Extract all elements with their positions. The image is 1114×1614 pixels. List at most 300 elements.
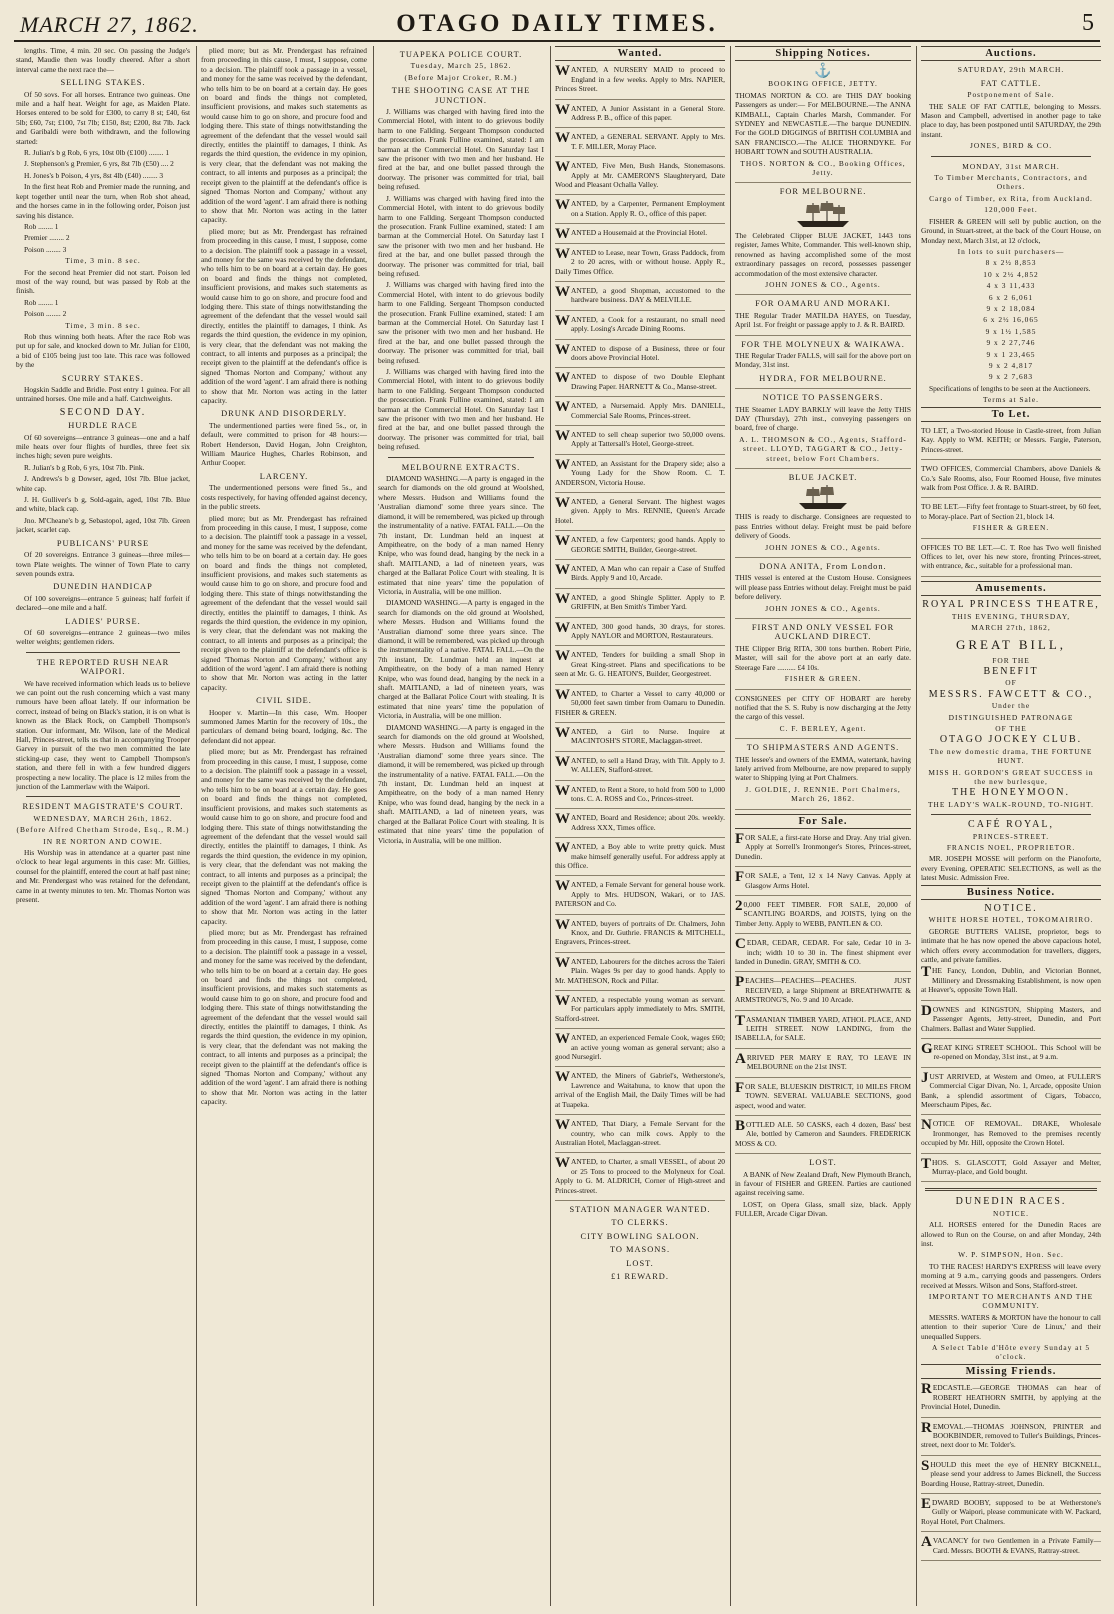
business-ad	[921, 1119, 1101, 1153]
section-heading: HURDLE RACE	[68, 421, 138, 431]
divider	[26, 796, 180, 797]
divider	[388, 457, 534, 458]
ad-text: WANTED, a Boy able to write pretty quick. Must make himself generally useful. For address apply at this Office.	[555, 840, 725, 870]
ad-heading: NOTICE TO PASSENGERS.	[762, 393, 884, 403]
column-racing	[16, 46, 190, 1606]
ad-text: DOWNES and KINGSTON, Shipping Masters, and Passenger Agents, Jetty-street, Dunedin, and Port Chalmers. Ballast and Water Supplied.	[921, 1002, 1101, 1033]
ad-text: REMOVAL.—THOMAS JOHNSON, PRINTER and BOOKBINDER, removed to Tuller's Buildings, Princes-street, next door to Mr. Tolder's.	[921, 1419, 1101, 1450]
missing-ad	[921, 1383, 1101, 1417]
ad-signature: JOHN JONES & CO., Agents.	[765, 603, 881, 613]
ad-text: CONSIGNEES per CITY OF HOBART are hereby notified that the S. S. Ruby is now discharging at the Jetty the cargo of this vessel.	[735, 693, 911, 722]
let-ad	[921, 464, 1101, 498]
ad-signature: THOS. NORTON & CO., Booking Offices, Jetty.	[740, 158, 906, 178]
ad-text: FOR SALE, a Tent, 12 x 14 Navy Canvas. Apply at Glasgow Arms Hotel.	[735, 869, 911, 890]
article-subheading: Tuesday, March 25, 1862.	[410, 61, 512, 71]
ad-heading: DONA ANITA, From London.	[759, 562, 887, 572]
ad-text: THOMAS NORTON & CO. are THIS DAY booking Passengers as under:— For MELBOURNE.—The ANNA KIMBALL, Captain Charles Marsh, Commander. For SYDNEY and NEWCASTLE.—The barque DUNEDIN. For the GOLD DIGGINGS of BRITISH COLUMBIA and SAN FRANCISCO.—The ALICE THORNDYKE. For HOBART TOWN and SOUTH AUSTRALIA.	[735, 90, 911, 157]
ad-text: WANTED, a Female Servant for general house work. Apply to Mrs. HUDSON, Wakari, or to JAS. PATERSON and Co.	[555, 878, 725, 909]
wanted-ad	[555, 161, 725, 195]
cafe-line: PRINCES-STREET.	[972, 831, 1050, 841]
divider	[26, 652, 180, 653]
wanted-ad	[555, 401, 725, 426]
wanted-ad	[555, 686, 725, 723]
result-line: J. Stephenson's g Premier, 6 yrs, 8st 7lb (£50) .... 2	[24, 159, 174, 169]
result-line: H. Jones's b Poison, 4 yrs, 8st 4lb (£40) ........ 3	[24, 170, 164, 180]
result-line: Rob ........ 1	[24, 221, 59, 231]
theatre-line: Under the	[991, 701, 1031, 711]
result-line: R. Julian's b g Rob, 6 yrs, 10st 0lb (£100) ........ 1	[24, 148, 170, 158]
theatre-line: OTAGO JOCKEY CLUB.	[939, 734, 1083, 746]
ad-text: NOTICE OF REMOVAL. DRAKE, Wholesale Ironmonger, has Removed to the premises recently occupied by Mr. Hill, opposite the Crown Hotel.	[921, 1117, 1101, 1148]
auction-date: SATURDAY, 29th MARCH.	[957, 65, 1065, 75]
shipping-ad	[735, 299, 911, 335]
lots-heading: In lots to suit purchasers—	[957, 246, 1065, 256]
auction-text: Specifications of lengths to be seen at the Auctioneers.	[929, 383, 1091, 393]
ad-text: WANTED to dispose of two Double Elephant Drawing Paper. HARNETT & Co., Manse-street.	[555, 370, 725, 391]
timber-lot: 9 x 2 4,817	[988, 360, 1034, 370]
ad-heading: HYDRA, FOR MELBOURNE.	[759, 373, 887, 383]
ad-text: WANTED, A NURSERY MAID to proceed to England in a few weeks. Apply to Mrs. NAPIER, Princes Street.	[555, 63, 725, 94]
sale-ad	[735, 976, 911, 1010]
wanted-ad	[555, 1071, 725, 1115]
sale-ad	[735, 1012, 911, 1049]
auction-terms: Terms at Sale.	[983, 395, 1039, 405]
ad-heading: CITY BOWLING SALOON.	[580, 1231, 700, 1241]
wanted-ad	[555, 1157, 725, 1201]
ad-signature: FISHER & GREEN.	[972, 523, 1050, 533]
divider	[931, 156, 1091, 157]
ad-heading: BOOKING OFFICE, JETTY.	[768, 79, 878, 89]
wanted-ad	[555, 65, 725, 99]
auction-signature: JONES, BIRD & CO.	[969, 141, 1053, 151]
theatre-line: MARCH 27th, 1862,	[971, 623, 1051, 633]
ad-text: FOR SALE, a first-rate Horse and Dray. Any trial given. Apply at Sorrell's Ironmonger's Stores, Princes-street, Dunedin.	[735, 830, 911, 861]
ad-text: WANTED to Lease, near Town, Grass Paddock, from 2 to 20 acres, with or without house. Apply R., Daily Times Office.	[555, 245, 725, 276]
theatre-line: The new domestic drama, THE FORTUNE HUNT.	[929, 746, 1093, 766]
article-text: His Worship was in attendance at a quarter past nine o'clock to hear legal arguments in this case: Mr. Gillies, counsel for the plaintiff, entered the court at half past nine; and Mr. Prendergast who was retained for the defendant, came in at twenty minutes to ten. Mr. Thomas Norton was present.	[16, 848, 190, 905]
ad-signature: C. F. BERLEY, Agent.	[779, 723, 867, 733]
ad-text: EDWARD BOOBY, supposed to be at Wetherstone's Gully or Waipori, please communicate with W. Packard, Royal Hotel, Port Chalmers.	[921, 1495, 1101, 1526]
wanted-ad	[555, 1119, 725, 1153]
article-text: DIAMOND WASHING.—A party is engaged in the search for diamonds on the old ground at Woolshed, where Messrs. Hudson and Williams found the 'Australian diamond' some three years since. The diamond, it will be remembered, was picked up through the instrumentality of a native. FATAL FALL.—On the 7th instant, Dr. Lundman held an inquest at Ampitheatre, on the body of a man named Henry Knipe, who was found dead, hanging by the neck in a shaft. MAITLAND, a lad of nineteen years, was charged at the Ballarat Police Court with stealing. It is estimated that nine years' time the population of Victoria, in Australia, will be one million.	[378, 474, 544, 596]
missing-ad	[921, 1457, 1101, 1494]
ad-text: THOS. S. GLASCOTT, Gold Assayer and Melter, Murray-place, and Gold bought.	[921, 1155, 1101, 1176]
timber-lot: 9 x 2 27,746	[986, 338, 1036, 348]
ad-text: THE Steamer LADY BARKLY will leave the Jetty THIS DAY (Thursday), 27th inst., conveying passengers on board, free of charge.	[735, 404, 911, 433]
ad-text: WANTED, a good Shopman, accustomed to the hardware business. DAY & MELVILLE.	[555, 283, 725, 305]
race-text: Of 100 sovereigns—entrance 5 guineas; half forfeit if declared—one mile and a half.	[16, 593, 190, 613]
missing-ad	[921, 1419, 1101, 1456]
section-heading: SCURRY STAKES.	[62, 373, 144, 383]
ad-text: WANTED, by a Carpenter, Permanent Employment on a Station. Apply R. O., office of this paper.	[555, 197, 725, 218]
ad-text: 20,000 FEET TIMBER. FOR SALE, 20,000 of SCANTLING BOARDS, and JOISTS, lying on the Timber Jetty. Apply to WEBB, PANTLEN & CO.	[735, 898, 911, 928]
section-header-for-sale: For Sale.	[735, 814, 911, 829]
race-text: In the first heat Rob and Premier made the running, and kept together until near the turn, when Rob shot ahead, and the horses came in in the following order, Poison just saving his distance.	[16, 182, 190, 220]
article-heading: TUAPEKA POLICE COURT.	[399, 50, 523, 59]
section-heading: PUBLICANS' PURSE	[56, 538, 150, 548]
ad-text: GREAT KING STREET SCHOOL. This School will be re-opened on Monday, 31st inst., at 9 a.m.	[921, 1040, 1101, 1062]
auction-subheading: To Timber Merchants, Contractors, and Others.	[934, 173, 1088, 192]
ad-text: THE Regular Trader FALLS, will sail for the above port on Monday, 31st inst.	[735, 350, 911, 370]
ad-text: TO THE RACES! HARDY'S EXPRESS will leave every morning at 9 a.m., carrying goods and passengers. Orders received at Messrs. Wilson and Sons, Stafford-street.	[921, 1261, 1101, 1290]
races-signature: W. P. SIMPSON, Hon. Sec.	[958, 1250, 1064, 1260]
section-header-missing: Missing Friends.	[921, 1364, 1101, 1379]
races-text: ALL HORSES entered for the Dunedin Races are allowed to Run on the Course, on and after Monday, 24th inst.	[921, 1220, 1101, 1248]
section-header-business: Business Notice.	[921, 885, 1101, 900]
theatre-line: DISTINGUISHED PATRONAGE	[948, 712, 1074, 722]
ad-text: WANTED to dispose of a Business, three or four doors above Provincial Hotel.	[555, 341, 725, 362]
ad-text: PEACHES—PEACHES—PEACHES. JUST RECEIVED, a large Shipment at BREATHWAITE & ARMSTRONG'S, No. 9 and 10 Arcade.	[735, 974, 911, 1005]
article-text: DIAMOND WASHING.—A party is engaged in the search for diamonds on the old ground at Woolshed, where Messrs. Hudson and Williams found the 'Australian diamond' some three years since. The diamond, it will be remembered, was picked up through the instrumentality of a native. FATAL FALL.—On the 7th instant, Dr. Lundman held an inquest at Ampitheatre, on the body of a man named Henry Knipe, who was found dead, hanging by the neck in a shaft. MAITLAND, a lad of nineteen years, was charged at the Ballarat Police Court with stealing. It is estimated that nine years' time the population of Victoria, in Australia, will be one million.	[378, 722, 544, 845]
race-time: Time, 3 min. 8 sec.	[65, 256, 141, 266]
races-heading: DUNEDIN RACES.	[955, 1196, 1067, 1208]
sale-ad	[735, 1117, 911, 1154]
wanted-ad	[555, 535, 725, 560]
theatre-line: GREAT BILL,	[955, 636, 1067, 652]
ad-text: TO LET, a Two-storied House in Castle-street, from Julian Kay. Apply to WM. KEITH; or Messrs. Fargie, Paterson, Princes-street.	[921, 426, 1101, 454]
race-time: Time, 3 min. 8 sec.	[65, 320, 141, 330]
wanted-ad	[555, 564, 725, 589]
wanted-ad	[555, 312, 725, 340]
ad-text: JUST ARRIVED, at Western and Omeo, at FULLER'S Commercial Cigar Divan, No. 1, Arcade, opposite Union Bank, a splendid assortment of Cigars, Tobacco, Meerschaum Pipes, &c.	[921, 1069, 1101, 1109]
cafe-text: MR. JOSEPH MOSSE will perform on the Pianoforte, every Evening, OPERATIC SELECTIONS, as well as the latest Music. Admission Free.	[921, 854, 1101, 883]
ad-heading: FOR MELBOURNE.	[779, 187, 867, 197]
auction-text: FISHER & GREEN will sell by public auction, on the Ground, in Stuart-street, at the back of the Court House, on Monday next, March 31st, at 12 o'clock,	[921, 216, 1101, 245]
result-line: Premier ........ 2	[24, 233, 70, 243]
theatre-line: MESSRS. FAWCETT & CO.,	[928, 688, 1094, 700]
theatre-line: OF	[1005, 678, 1017, 688]
column-court	[201, 46, 367, 1606]
article-text: J. Williams was charged with having fired into the Commercial Hotel, with intent to do grievous bodily harm to one Fallding. Sergeant Thompson conducted the prosecution. Frank Fulline examined, stated: I am barman at the Commercial Hotel. On Saturday last I saw the prisoner with two men and her husband. He fired at the bar, and one bullet passed through the doorway. The prisoner was committed for trial, bail being refused.	[378, 107, 544, 192]
shipping-ad	[735, 187, 911, 295]
ad-text: TWO OFFICES, Commercial Chambers, above Daniels & Co.'s Sale Rooms, also, Four Roomed House, five minutes walk from Post Office. J. & R. BAIRD.	[921, 464, 1101, 493]
timber-lot: 6 x 2½ 16,065	[983, 315, 1039, 325]
ad-text: WANTED, to Charter, a small VESSEL, of about 20 or 25 Tons to proceed to the Molyneux for Coal. Apply to G. M. ALDRICH, Corner of High-street and Princes-street.	[555, 1155, 725, 1195]
business-ad	[921, 1069, 1101, 1116]
ad-text: FOR SALE, BLUESKIN DISTRICT, 10 MILES FROM TOWN. SEVERAL VALUABLE SECTIONS, good aspect, wood and water.	[735, 1079, 911, 1110]
business-ads	[921, 966, 1101, 1182]
sale-ad	[735, 871, 911, 896]
article-text: plied more; but as Mr. Prendergast has refrained from proceeding in this cause, I must, I suppose, come to a decision. The plaintiff took a passage in a vessel, and money for the same was received by the defendant, who tells him to be on board at a certain day. He goes on board and finds the things not completed, insufficient provisions, and makes such statements as would cause him to go on shore, and procure food and lodging there. This state of things notwithstanding the agreement of the defendant that the vessel would sail directly, entitles the plaintiff to damages, I think. As regards the third question, the evidence in my opinion, is very clear, that the defendant was not making the contract, to all intents and purposes as a principal; the receipt given to the plaintiff at the defendant's office is signed 'Thomas Norton and Company,' without any addition of the word 'agent'. I am afraid there is nothing to show that Mr. Norton was acting in the latter capacity.	[201, 46, 367, 225]
timber-lot: 9 x 2 7,683	[988, 372, 1034, 382]
section-heading: LARCENY.	[259, 471, 309, 481]
ad-text: WANTED, a Cook for a restaurant, no small need apply. Losing's Arcade Dining Rooms.	[555, 312, 725, 334]
ad-text: TASMANIAN TIMBER YARD, ATHOL PLACE, AND LEITH STREET. NOW LANDING, from the ISABELLA, for SALE.	[735, 1012, 911, 1043]
article-text: Hooper v. Martin—In this case, Wm. Hooper summoned James Martin for the recovery of 10s., the particulars of demand being board, lodging, &c. The defendant did not appear.	[201, 707, 367, 745]
theatre-line: OF THE	[995, 723, 1027, 733]
ad-text: WANTED, to sell a Hand Dray, with Tilt. Apply to J. W. ALLEN, Stafford-street.	[555, 753, 725, 775]
race-text: Hogskin Saddle and Bridle. Post entry 1 guinea. For all untrained horses. One mile and a half. Catchweights.	[16, 385, 190, 404]
section-heading: DUNEDIN HANDICAP	[53, 582, 153, 592]
theatre-line: THE LADY'S WALK-ROUND, TO-NIGHT.	[927, 799, 1094, 809]
timber-lot: 8 x 2½ 8,853	[985, 258, 1037, 268]
wanted-ad	[555, 456, 725, 493]
race-text: Of 20 sovereigns. Entrance 3 guineas—three miles—town Plate weights. The winner of Town Plate to carry seven pounds extra.	[16, 550, 190, 578]
auction-text: THE SALE OF FAT CATTLE, belonging to Messrs. Mason and Campbell, advertised in another page to take place to day, has been postponed until SATURDAY, the 29th instant.	[921, 101, 1101, 139]
wanted-ad	[555, 199, 725, 224]
business-ad	[921, 1040, 1101, 1068]
wanted-ad	[555, 228, 725, 243]
missing-ads	[921, 1383, 1101, 1561]
section-header-shipping: Shipping Notices.	[735, 46, 911, 61]
ad-text: WANTED, a good Shingle Splitter. Apply to P. GRIFFIN, at Ben Smith's Timber Yard.	[555, 590, 725, 612]
wanted-ad	[555, 497, 725, 531]
ad-heading: STATION MANAGER WANTED.	[569, 1204, 711, 1214]
ad-text: WANTED, buyers of portraits of Dr. Chalmers, John Knox, and Dr. Guthrie. FRANCIS & MITCHELL, Engravers, Princes-street.	[555, 916, 725, 947]
article-text: plied more; but as Mr. Prendergast has refrained from proceeding in this cause, I must, I suppose, come to a decision. The plaintiff took a passage in a vessel, and money for the same was received by the defendant, who tells him to be on board at a certain day. He goes on board and finds the things not completed, insufficient provisions, and makes such statements as would cause him to go on shore, and procure food and lodging there. This state of things notwithstanding the agreement of the defendant that the vessel would sail directly, entitles the plaintiff to damages, I think. As regards the third question, the evidence in my opinion, is very clear, that the defendant was not making the contract, to all intents and purposes as a principal; the receipt given to the plaintiff at the defendant's office is signed 'Thomas Norton and Company,' without any addition of the word 'agent'. I am afraid there is nothing to show that Mr. Norton was acting in the latter capacity.	[201, 513, 367, 692]
timber-lot: 9 x 1½ 1,585	[985, 326, 1037, 336]
ad-text: WANTED, Five Men, Bush Hands, Stonemasons. Apply at Mr. CAMERON'S Slaughteryard, Date Wood and Pleasant Ochalla Valley.	[555, 159, 725, 190]
ad-text: TO BE LET.—Fifty feet frontage to Stuart-street, by 60 feet, to Moray-place. Part of Section 21, block 14.	[921, 502, 1101, 521]
missing-ad	[921, 1495, 1101, 1532]
wanted-ad	[555, 101, 725, 129]
theatre-name: ROYAL PRINCESS THEATRE,	[922, 599, 1100, 611]
section-heading: SELLING STAKES.	[60, 78, 146, 88]
ad-text: WANTED, to Charter a Vessel to carry 40,000 or 50,000 feet sawn timber from Oamaru to Dunedin. FISHER & GREEN.	[555, 686, 725, 717]
divider	[925, 1188, 1097, 1191]
ad-heading: LOST.	[809, 1158, 837, 1168]
article-heading: RESIDENT MAGISTRATE'S COURT.	[22, 802, 184, 812]
ad-text: THIS is ready to discharge. Consignees are requested to pass Entries without delay. Freight must be paid before delivery of Goods.	[735, 512, 911, 541]
ad-text: WANTED, a GENERAL SERVANT. Apply to Mrs. T. F. MILLER, Moray Place.	[555, 130, 725, 151]
wanted-ad	[555, 1033, 725, 1067]
timber-lot: 6 x 2 6,061	[988, 292, 1034, 302]
ad-text: THE Regular Trader MATILDA HAYES, on Tuesday, April 1st. For freight or passage apply to J. & R. BAIRD.	[735, 310, 911, 330]
section-header-wanted: Wanted.	[555, 46, 725, 61]
auction-subheading: 120,000 Feet.	[984, 205, 1038, 215]
article-text: The undermentioned persons were fined 5s., and costs respectively, for having offended against decency, in the public streets.	[201, 483, 367, 512]
sale-ad	[735, 900, 911, 934]
article-text: J. Williams was charged with having fired into the Commercial Hotel, with intent to do grievous bodily harm to one Fallding. Sergeant Thompson conducted the prosecution. Frank Fulline examined, stated: I am barman at the Commercial Hotel. On Saturday last I saw the prisoner with two men and her husband. He fired at the bar, and one bullet passed through the doorway. The prisoner was committed for trial, bail being refused.	[378, 193, 544, 278]
notice-heading: NOTICE.	[984, 903, 1038, 915]
ad-text: OFFICES TO BE LET.—C. T. Roe has Two well finished Offices to let, over his new store, fronting Princes-street, with entrance, &c., suitable for a professional man.	[921, 542, 1101, 571]
shipping-ad	[735, 340, 911, 390]
wanted-ad	[555, 995, 725, 1029]
cafe-line: FRANCIS NOEL, PROPRIETOR.	[946, 843, 1076, 852]
wanted-ad	[555, 842, 725, 876]
ad-text: WANTED, an Assistant for the Drapery side; also a Young Lady for the Show Room. C. T. ANDERSON, Victoria House.	[555, 456, 725, 487]
ad-heading: FOR THE MOLYNEUX & WAIKAWA.	[741, 339, 905, 349]
sale-ad	[735, 830, 911, 867]
entry-line: Jno. M'Cheane's b g, Sebastopol, aged, 10st 7lb. Green jacket, scarlet cap.	[16, 515, 190, 535]
wanted-ad	[555, 132, 725, 157]
column-rule	[196, 46, 197, 1606]
sale-ad	[735, 938, 911, 972]
let-ad	[921, 543, 1101, 577]
column-shipping	[735, 46, 911, 1606]
section-header-amusements: Amusements.	[921, 581, 1101, 596]
race-text: Of 60 sovereigns—entrance 3 guineas—one and a half mile heats over four flights of hurdles, three feet six inches high; seven pure weights.	[16, 432, 190, 461]
timber-lot: 9 x 1 23,465	[986, 349, 1036, 359]
ad-text: WANTED, an experienced Female Cook, wages £60; an active young woman as general servant; also a good Nursegirl.	[555, 1031, 725, 1062]
ad-text: WANTED to sell cheap superior two 50,000 ovens. Apply at Tattersall's Hotel, George-street.	[555, 427, 725, 449]
race-intro: lengths. Time, 4 min. 20 sec. On passing the Judge's stand, Maudie then was loudly cheered. After a short interval came the next race the—	[16, 46, 190, 74]
article-heading: THE SHOOTING CASE AT THE JUNCTION.	[391, 86, 531, 105]
theatre-line: THIS EVENING, THURSDAY,	[951, 611, 1071, 621]
article-text: We have received information which leads us to believe we can point out the rush concerning which a vast many rumours have been afloat lately. If our information be correct, instead of being on Black's station, it is on what is known as the Black Rock, on Campbell Thompson's station. Our informant, Mr. Wilson, late of the Medical Hall, Princes-street, tells us that in accompanying Trooper Garvey in pursuit of the two men committed the late sticking-up case, they went to Campbell Thompson's station, and there fell in with a few hundred diggers prospecting a new locality. The place is 12 miles from the junction of the Lammerlaw with the Waipori.	[16, 678, 190, 792]
ad-text: WANTED, Board and Residence; about 20s. weekly. Address XXX, Times office.	[555, 811, 725, 832]
column-news	[378, 46, 544, 1606]
timber-lot: 10 x 2½ 4,852	[983, 269, 1039, 279]
newspaper-title: OTAGO DAILY TIMES.	[396, 10, 718, 37]
article-text: J. Williams was charged with having fired into the Commercial Hotel, with intent to do grievous bodily harm to one Fallding. Sergeant Thompson conducted the prosecution. Frank Fulline examined, stated: I am barman at the Commercial Hotel. On Saturday last I saw the prisoner with two men and her husband. He fired at the bar, and one bullet passed through the doorway. The prisoner was committed for trial, bail being refused.	[378, 280, 544, 365]
ad-text: WANTED, to Rent a Store, to hold from 500 to 1,000 tons. C. A. ROSS and Co., Princes-street.	[555, 782, 725, 803]
article-subheading: WEDNESDAY, MARCH 26th, 1862.	[33, 813, 173, 823]
ad-text: WANTED, a Girl to Nurse. Inquire at MACINTOSH'S STORE, Maclaggan-street.	[555, 724, 725, 746]
ad-heading: BLUE JACKET.	[788, 473, 858, 482]
wanted-ad	[555, 916, 725, 953]
shipping-ad	[735, 694, 911, 740]
section-heading: LADIES' PURSE.	[65, 616, 141, 626]
auction-date: MONDAY, 31st MARCH.	[962, 161, 1060, 171]
ad-text: MESSRS. WATERS & MORTON have the honour to call attention to their superior 'Cure de Linux,' and their unequalled Suppers.	[921, 1312, 1101, 1341]
ad-text: THE Clipper Brig RITA, 300 tons burthen. Robert Pirie, Master, will sail for the above port at an early date. Steerage Fare .......... £4 10s.	[735, 643, 911, 672]
ad-text: WANTED, a Nursemaid. Apply Mrs. DANIELL, Commercial Sale Rooms, Princes-street.	[555, 399, 725, 420]
page-number: 5	[1082, 10, 1094, 36]
ship-icon	[793, 199, 853, 229]
ship-icon	[795, 484, 851, 510]
ad-text: WANTED, Tenders for building a small Shop in Great King-street. Plans and specifications to be seen at Mr. G. G. HEATON'S, Builder, Georgestreet.	[555, 648, 725, 679]
wanted-ad	[555, 753, 725, 781]
let-ad	[921, 426, 1101, 460]
column-rule	[730, 46, 731, 1606]
anchor-icon: ⚓	[814, 64, 832, 80]
wanted-ad	[555, 650, 725, 684]
ad-heading: £1 REWARD.	[611, 1271, 669, 1281]
ad-text: WANTED, Labourers for the ditches across the Taieri Plain. Wages 9s per day to good hands. Apply to Mr. MATHESON, Rock and Pillar.	[555, 954, 725, 985]
wanted-ad	[555, 590, 725, 618]
ad-text: LOST, on Opera Glass, small size, black. Apply FULLER, Arcade Cigar Divan.	[735, 1199, 911, 1219]
ad-text: WANTED a Housemaid at the Provincial Hotel.	[555, 226, 708, 243]
shipping-ad	[735, 91, 911, 184]
ad-text: WANTED, 300 good hands, 30 drays, for stores. Apply NAYLOR and MORTON, Restaurateurs.	[555, 619, 725, 641]
article-text: DIAMOND WASHING.—A party is engaged in the search for diamonds on the old ground at Woolshed, where Messrs. Hudson and Williams found the 'Australian diamond' some three years since. The diamond, it will be remembered, was picked up through the instrumentality of a native. FATAL FALL.—On the 7th instant, Dr. Lundman held an inquest at Ampitheatre, on the body of a man named Henry Knipe, who was found dead, hanging by the neck in a shaft. MAITLAND, a lad of nineteen years, was charged at the Ballarat Police Court with stealing. It is estimated that nine years' time the population of Victoria, in Australia, will be one million.	[378, 598, 544, 721]
article-heading: MELBOURNE EXTRACTS.	[401, 462, 521, 472]
column-wanted	[555, 46, 725, 1606]
ad-signature: FISHER & GREEN.	[784, 674, 862, 684]
ad-text: AVACANCY for two Gentlemen in a Private Family—Card. Messrs. BOOTH & EVANS, Rattray-street.	[921, 1534, 1101, 1555]
ad-heading: TO CLERKS.	[611, 1218, 669, 1228]
wanted-ad	[555, 341, 725, 369]
ad-text: SHOULD this meet the eye of HENRY BICKNELL, please send your address to James Bicknell, the Success Boarding House, Rattray-street, Dunedin.	[921, 1457, 1101, 1488]
ad-signature: J. GOLDIE, J. RENNIE. Port Chalmers, March 26, 1862.	[745, 784, 901, 804]
column-rule	[550, 46, 551, 1606]
wanted-ad	[555, 724, 725, 752]
ad-text: THE Fancy, London, Dublin, and Victorian Bonnet, Millinery and Dressmaking Establishment, is now open at Heaver's, opposite Town Hall.	[921, 964, 1101, 995]
ad-text: WANTED, a respectable young woman as servant. For particulars apply immediately to Mrs. SMITH, Stafford-street.	[555, 993, 725, 1023]
entry-line: J. H. Gulliver's b g, Sold-again, aged, 10st 7lb. Blue and white, black cap.	[16, 495, 190, 514]
section-heading: DRUNK AND DISORDERLY.	[221, 409, 347, 419]
ad-text: WANTED, a few Carpenters; good hands. Apply to GEORGE SMITH, Builder, George-street.	[555, 533, 725, 554]
result-line: Rob ........ 1	[24, 297, 59, 307]
wanted-ad	[555, 283, 725, 311]
auction-title: FAT CATTLE.	[980, 78, 1042, 88]
wanted-ads	[555, 65, 725, 1201]
ad-signature: JOHN JONES & CO., Agents.	[765, 542, 881, 552]
shipping-ad	[735, 743, 911, 809]
business-ad	[921, 1002, 1101, 1039]
notice-text: GEORGE BUTTERS VALISE, proprietor, begs to intimate that he has now opened the above capacious hotel, which offers every accommodation for travellers, diggers, cattle, and private families.	[921, 926, 1101, 965]
article-subheading: (Before Major Croker, R.M.)	[404, 72, 518, 82]
timber-lot: 4 x 3 11,433	[986, 281, 1036, 291]
ad-signature: A. L. THOMSON & CO., Agents, Stafford-street. LLOYD, TAGGART & CO., Jetty-street, below Fort Chambers.	[739, 434, 907, 463]
article-heading: THE REPORTED RUSH NEAR WAIPORI.	[36, 657, 170, 677]
masthead	[14, 6, 1100, 42]
shipping-ad	[735, 393, 911, 469]
ad-text: WANTED, A Junior Assistant in a General Store. Address P. B., office of this paper.	[555, 101, 725, 123]
missing-ad	[921, 1536, 1101, 1561]
business-ad	[921, 966, 1101, 1000]
business-ad	[921, 1155, 1101, 1183]
ad-text: WANTED, the Miners of Gabriel's, Wetherstone's, Lawrence and Waitahuna, to know that upon the arrival of the English Mail, the Daily Times will be had at Tuapeka.	[555, 1069, 725, 1109]
races-notice: NOTICE.	[993, 1208, 1029, 1218]
ad-text: ARRIVED PER MARY E RAY, TO LEAVE IN MELBOURNE on the 21st INST.	[735, 1050, 911, 1072]
wanted-ad	[555, 245, 725, 282]
shipping-ad	[735, 562, 911, 619]
article-text: plied more; but as Mr. Prendergast has refrained from proceeding in this cause, I must, I suppose, come to a decision. The plaintiff took a passage in a vessel, and money for the same was received by the defendant, who tells him to be on board at a certain day. He goes on board and finds the things not completed, insufficient provisions, and makes such statements as would cause him to go on shore, and procure food and lodging there. This state of things notwithstanding the agreement of the defendant that the vessel would sail directly, entitles the plaintiff to damages, I think. As regards the third question, the evidence in my opinion, is very clear, that the defendant was not making the contract, to all intents and purposes as a principal; the receipt given to the plaintiff at the defendant's office is signed 'Thomas Norton and Company,' without any addition of the word 'agent'. I am afraid there is nothing to show that Mr. Norton was acting in the latter capacity.	[201, 747, 367, 926]
ad-text: THIS vessel is entered at the Custom House. Consignees will please pass Entries without delay. Freight must be paid before delivery.	[735, 573, 911, 602]
let-ad	[921, 502, 1101, 538]
section-header-auctions: Auctions.	[921, 46, 1101, 61]
ad-text: CEDAR, CEDAR, CEDAR. For sale, Cedar 10 in 3-inch; width 10 to 30 in. The finest shipment ever landed in Dunedin. GRAY, SMITH & CO.	[735, 936, 911, 967]
timber-lot: 9 x 2 18,084	[986, 303, 1036, 313]
ad-text: REDCASTLE.—GEORGE THOMAS can hear of ROBERT HEATHORN SMITH, by applying at the Provincial Hotel, Dunedin.	[921, 1381, 1101, 1412]
notice-subheading: WHITE HORSE HOTEL, TOKOMAIRIRO.	[928, 915, 1094, 925]
wanted-ad	[555, 813, 725, 838]
ad-text: WANTED, That Diary, a Female Servant for the country, who can milk cows. Apply to the Australian Hotel, Maclaggan-street.	[555, 1117, 725, 1147]
ad-heading: TO MASONS.	[609, 1245, 671, 1255]
ad-text: BOTTLED ALE. 50 CASKS, each 4 dozen, Bass' best Ale, bottled by Cameron and Saunders. FREDERICK MOSS & CO.	[735, 1117, 911, 1148]
section-header-to-let: To Let.	[921, 407, 1101, 422]
article-subheading: (Before Alfred Chetham Strode, Esq., R.M.)	[16, 825, 190, 835]
cafe-name: CAFÉ ROYAL,	[968, 819, 1054, 831]
race-text: Rob thus winning both heats. After the race Rob was put up for sale, and knocked down to Mr. Julian for £100, a bid of £105 being just too late. This race was followed by the	[16, 331, 190, 370]
race-text: Of 50 sovs. For all horses. Entrance two guineas. One mile and a half heat. Weight for age, as Maiden Plate. Horses entered to be sold for £300, to carry 8 st; £40, 6st 5lb; £60, 7st; £100, 7st 7lb; £150, 8st; £200, 8st 7lb. Jack and Garibaldi were both withdrawn, and the following started:	[16, 89, 190, 146]
result-line: Poison ........ 2	[24, 309, 67, 319]
sale-ads	[735, 830, 911, 1154]
auction-note: Postponement of Sale.	[967, 90, 1055, 100]
shipping-ad	[735, 473, 911, 558]
ad-text: WANTED, A Man who can repair a Case of Stuffed Birds. Apply 9 and 10, Arcade.	[555, 562, 725, 583]
ad-text: A BANK of New Zealand Draft, New Plymouth Branch, in favour of FISHER and GREEN. Parties are cautioned against receiving same.	[735, 1169, 911, 1198]
column-rule	[916, 46, 917, 1606]
article-text: plied more; but as Mr. Prendergast has refrained from proceeding in this cause, I must, I suppose, come to a decision. The plaintiff took a passage in a vessel, and money for the same was received by the defendant, who tells him to be on board at a certain day. He goes on board and finds the things not completed, insufficient provisions, and makes such statements as would cause him to go on shore, and procure food and lodging there. This state of things notwithstanding the agreement of the defendant that the vessel would sail directly, entitles the plaintiff to damages, I think. As regards the third question, the evidence in my opinion, is very clear, that the defendant was not making the contract, to all intents and purposes as a principal; the receipt given to the plaintiff at the defendant's office is signed 'Thomas Norton and Company,' without any addition of the word 'agent'. I am afraid there is nothing to show that Mr. Norton was acting in the latter capacity.	[201, 927, 367, 1107]
shipping-ad	[735, 623, 911, 689]
divider	[931, 814, 1091, 815]
ad-text: A Select Table d'Hôte every Sunday at 5 o'clock.	[931, 1343, 1091, 1362]
column-auctions	[921, 46, 1101, 1606]
timber-lots	[921, 258, 1101, 381]
ad-heading: TO SHIPMASTERS AND AGENTS.	[746, 743, 900, 753]
article-text: The undermentioned parties were fined 5s., or, in default, were committed to prison for 48 hours:—Robert Henderson, David Hogan, John Creighton, William Maurice Hughes, Charles Robinson, and Arthur Cooper.	[201, 420, 367, 468]
wanted-ad	[555, 427, 725, 455]
ad-text: THE lessee's and owners of the EMMA, watertank, having lately arrived from Melbourne, are now prepared to supply water to Shipping lying at Port Chalmers.	[735, 754, 911, 783]
ad-heading: FOR OAMARU AND MORAKI.	[755, 299, 891, 309]
section-heading: CIVIL SIDE.	[256, 696, 312, 706]
wanted-ad	[555, 782, 725, 810]
result-line: Poison ........ 3	[24, 244, 67, 254]
auction-subheading: Cargo of Timber, ex Rita, from Auckland.	[929, 193, 1093, 203]
section-heading: SECOND DAY.	[59, 406, 147, 418]
ad-heading: LOST.	[626, 1258, 654, 1268]
theatre-line: MISS H. GORDON'S GREAT SUCCESS in the new burlesque,	[928, 767, 1094, 786]
wanted-ad	[555, 372, 725, 397]
column-rule	[373, 46, 374, 1606]
article-text: plied more; but as Mr. Prendergast has refrained from proceeding in this cause, I must, I suppose, come to a decision. The plaintiff took a passage in a vessel, and money for the same was received by the defendant, who tells him to be on board at a certain day. He goes on board and finds the things not completed, insufficient provisions, and makes such statements as would cause him to go on shore, and procure food and lodging there. This state of things notwithstanding the agreement of the defendant that the vessel would sail directly, entitles the plaintiff to damages, I think. As regards the third question, the evidence in my opinion, is very clear, that the defendant was not making the contract, to all intents and purposes as a principal; the receipt given to the plaintiff at the defendant's office is signed 'Thomas Norton and Company,' without any addition of the word 'agent'. I am afraid there is nothing to show that Mr. Norton was acting in the latter capacity.	[201, 226, 367, 406]
ad-heading: FIRST AND ONLY VESSEL FOR AUCKLAND DIRECT.	[751, 623, 895, 642]
sale-ad	[735, 1079, 911, 1116]
sale-ad	[735, 1050, 911, 1078]
